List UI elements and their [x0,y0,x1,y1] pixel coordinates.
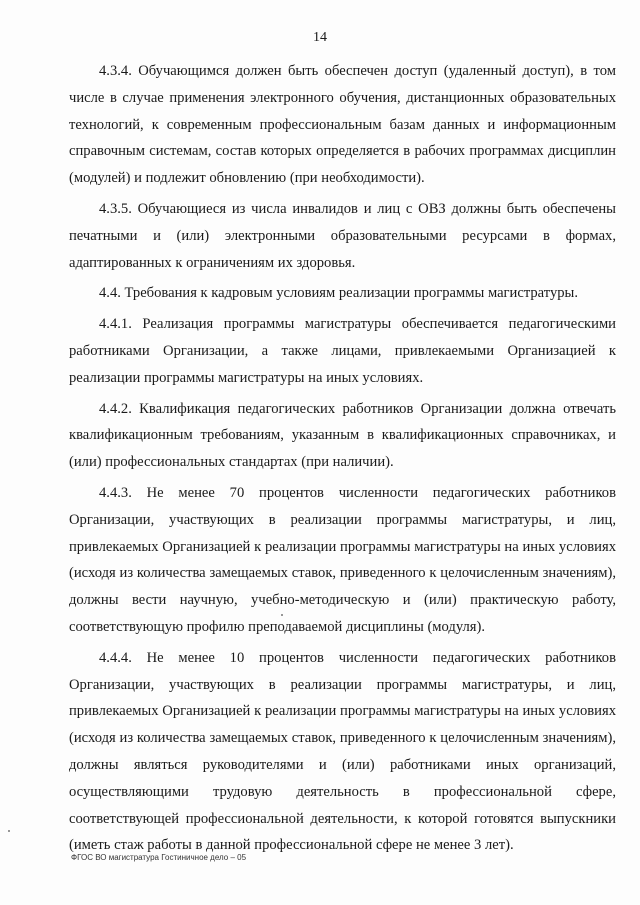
paragraph-4-4-1: 4.4.1. Реализация программы магистратуры обеспечивается педагогическими работниками Организации, а также лицами, привлекаемыми Организацией к реализации программы магистратуры на иных условиях. [69,316,616,386]
paragraph-4-4-3: 4.4.3. Не менее 70 процентов численности педагогических работников Организации, участвующих в реализации программы магистратуры, и лиц, привлекаемых Организацией к реализации программы магистратуры на иных условиях (исходя из количества замещаемых ставок, приведенного к целочисленным значениям), должны вести научную, учебно-методическую и (или) практическую работу, соответствующую профилю преподаваемой дисциплины (модуля). [69,484,616,635]
section-heading-4-4: 4.4. Требования к кадровым условиям реализации программы магистратуры. [99,285,579,302]
scan-speck [8,830,10,832]
page-number: 14 [313,30,327,45]
paragraph-4-3-5: 4.3.5. Обучающиеся из числа инвалидов и лиц с ОВЗ должны быть обеспечены печатными и (или) электронными образовательными ресурсами в формах, адаптированных к ограничениям их здоровья. [69,200,616,271]
paragraph-4-4-4: 4.4.4. Не менее 10 процентов численности педагогических работников Организации, участвующих в реализации программы магистратуры, и лиц, привлекаемых Организацией к реализации программы магистратуры на иных условиях (исходя из количества замещаемых ставок, приведенного к целочисленным значениям), должны являться руководителями и (или) работниками иных организаций, осуществляющими трудовую деятельность в профессиональной сфере, соответствующей профессиональной деятельности, к которой готовятся выпускники (иметь стаж работы в данной профессиональной сфере не менее 3 лет). [69,649,616,854]
paragraph-4-3-4: 4.3.4. Обучающимся должен быть обеспечен доступ (удаленный доступ), в том числе в случае применения электронного обучения, дистанционных образовательных технологий, к современным профессиональным базам данных и информационным справочным системам, состав которых определяется в рабочих программах дисциплин (модулей) и подлежит обновлению (при необходимости). [69,63,616,187]
document-body [69,58,616,863]
scan-speck [281,614,283,616]
document-footer: ФГОС ВО магистратура Гостиничное дело – 05 [71,853,247,862]
paragraph-4-4-2: 4.4.2. Квалификация педагогических работников Организации должна отвечать квалификационным требованиям, указанным в квалификационных справочниках, и (или) профессиональных стандартах (при наличии). [69,400,616,471]
